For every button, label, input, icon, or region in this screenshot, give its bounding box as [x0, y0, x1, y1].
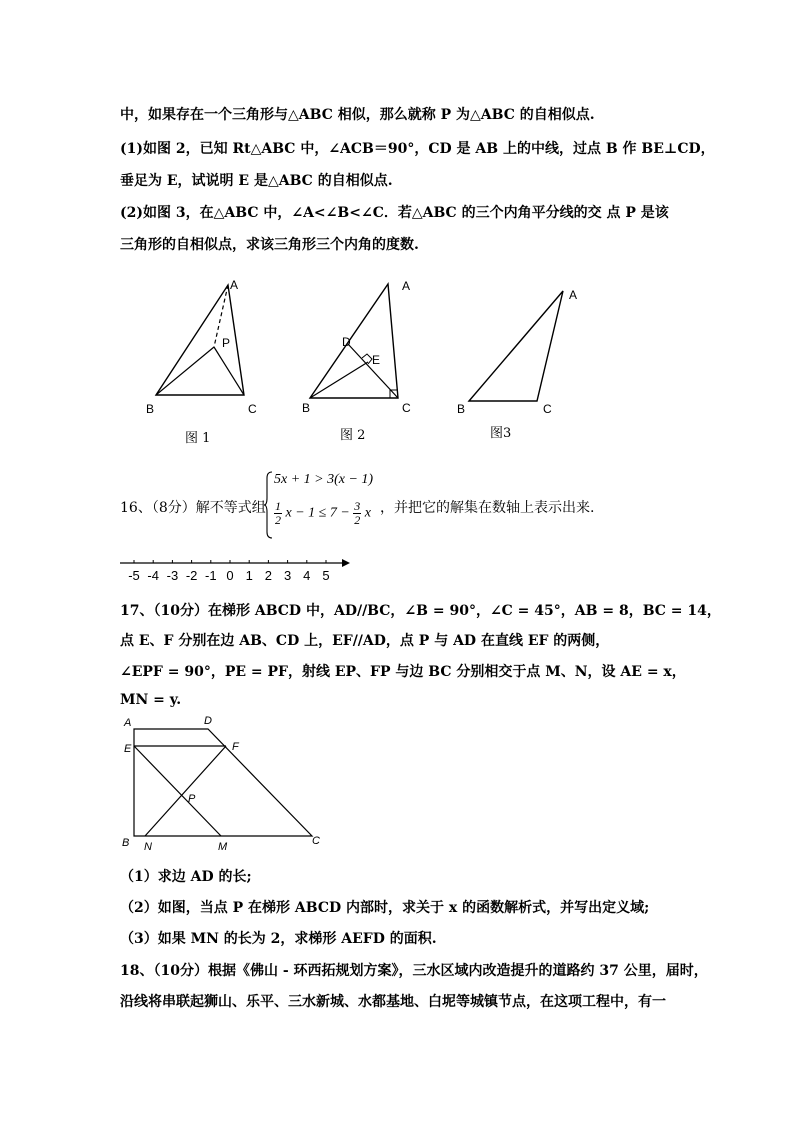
number-line-tick-label: 1	[245, 568, 253, 583]
q17-line-3: ∠EPF = 90°，PE = PF，射线 EP、FP 与边 BC 分别相交于点 M、N，设 AE = x，	[120, 664, 686, 680]
fig3-label-a: A	[569, 288, 578, 302]
segment-em	[134, 746, 221, 836]
q17-sub-3: （3）如果 MN 的长为 2，求梯形 AEFD 的面积.	[120, 931, 437, 947]
q16-prefix: 16、（8分）解不等式组	[120, 500, 266, 516]
number-line-tick-label: 4	[303, 568, 311, 583]
number-line-tick-label: 0	[226, 568, 234, 583]
fig2-label-b: B	[302, 401, 311, 415]
figure-1	[140, 275, 270, 420]
number-line-tick-label: -5	[128, 568, 140, 583]
number-line-tick-label: 3	[283, 568, 292, 583]
trap-label-c: C	[312, 835, 320, 847]
trap-label-n: N	[144, 841, 152, 853]
number-line-tick-label: 2	[264, 568, 273, 583]
number-line-tick-label: -2	[185, 568, 198, 583]
fig2-label-d: D	[342, 335, 351, 349]
trap-label-b: B	[122, 837, 130, 849]
q18-line-1: 18、（10分）根据《佛山 - 环西拓规划方案》，三水区域内改造提升的道路约 37 公里，届时，	[120, 963, 708, 979]
text-line-1: 中，如果存在一个三角形与△ABC 相似，那么就称 P 为△ABC 的自相似点.	[120, 107, 595, 123]
text-line-4: (2)如图 3，在△ABC 中，∠A<∠B<∠C．若△ABC 的三个内角平分线的交 点 P 是该	[120, 205, 669, 221]
number-line-tick-label: 5	[322, 568, 330, 583]
text-line-5: 三角形的自相似点，求该三角形三个内角的度数.	[120, 237, 419, 253]
arrow-right-icon	[342, 559, 350, 567]
q17-line-2: 点 E、F 分别在边 AB、CD 上，EF//AD，点 P 与 AD 在直线 EF 的两侧，	[120, 633, 610, 649]
fraction-one-half: $\frac{1}{2}$	[275, 499, 281, 527]
text-line-3: 垂足为 E，试说明 E 是△ABC 的自相似点.	[120, 173, 393, 189]
fig2-be	[310, 362, 368, 398]
number-line-tick-label: -4	[147, 568, 159, 583]
fig3-label-b: B	[457, 402, 466, 416]
trap-label-p: P	[188, 793, 196, 805]
trap-label-d: D	[204, 715, 212, 727]
q17-line-4: MN = y.	[120, 692, 182, 708]
fig1-label-b: B	[146, 402, 155, 416]
number-line-tick-label: -3	[166, 568, 179, 583]
trap-label-a: A	[124, 717, 132, 729]
q17-line-1: 17、（10分）在梯形 ABCD 中，AD//BC，∠B = 90°，∠C = 45°，AB = 8，BC = 14，	[120, 603, 721, 619]
figure-1-caption: 图 1	[185, 431, 211, 446]
trap-label-f: F	[232, 741, 239, 753]
number-line-tick-label: -1	[205, 568, 217, 583]
q16-suffix: ，并把它的解集在数轴上表示出来.	[380, 500, 595, 516]
left-brace-icon	[264, 470, 274, 540]
fig2-label-e: E	[372, 353, 381, 367]
fig1-cp	[214, 347, 244, 395]
segment-fn	[145, 746, 226, 836]
trapezoid-figure	[120, 712, 330, 852]
figure-2	[298, 278, 428, 418]
fraction-three-halves: $\frac{3}{2}$	[354, 499, 361, 527]
fig1-label-a: A	[230, 278, 239, 292]
q16-inequality-2: $\frac{1}{2}$ x − 1 ≤ 7 − $\frac{3}{2}$ x	[275, 499, 372, 527]
fig1-bp	[156, 347, 214, 395]
fig1-label-c: C	[248, 402, 257, 416]
q17-sub-2: （2）如图，当点 P 在梯形 ABCD 内部时，求关于 x 的函数解析式，并写出定义域;	[120, 900, 650, 916]
figure-3	[455, 283, 595, 418]
q17-sub-1: （1）求边 AD 的长;	[120, 869, 252, 885]
q16-inequality-1: 5x + 1 > 3(x − 1)	[274, 472, 374, 487]
text-line-2: (1)如图 2，已知 Rt△ABC 中，∠ACB＝90°，CD 是 AB 上的中线，过点 B 作 BE⊥CD，	[120, 141, 715, 157]
q18-line-2: 沿线将串联起狮山、乐平、三水新城、水都基地、白坭等城镇节点，在这项工程中，有一	[120, 994, 666, 1010]
fig2-triangle	[310, 284, 398, 398]
fig2-label-a: A	[402, 279, 411, 293]
trapezoid-abcd	[134, 729, 312, 836]
figure-3-caption: 图3	[490, 426, 512, 441]
fig3-triangle	[469, 291, 563, 401]
trap-label-m: M	[218, 841, 228, 853]
fig1-triangle	[156, 285, 244, 395]
figure-2-caption: 图 2	[340, 428, 366, 443]
number-line	[120, 556, 350, 586]
trap-label-e: E	[124, 743, 132, 755]
fig1-label-p: P	[222, 336, 231, 350]
fig2-label-c: C	[402, 401, 411, 415]
q16-inequality-system	[264, 470, 384, 540]
fig3-label-c: C	[543, 402, 552, 416]
